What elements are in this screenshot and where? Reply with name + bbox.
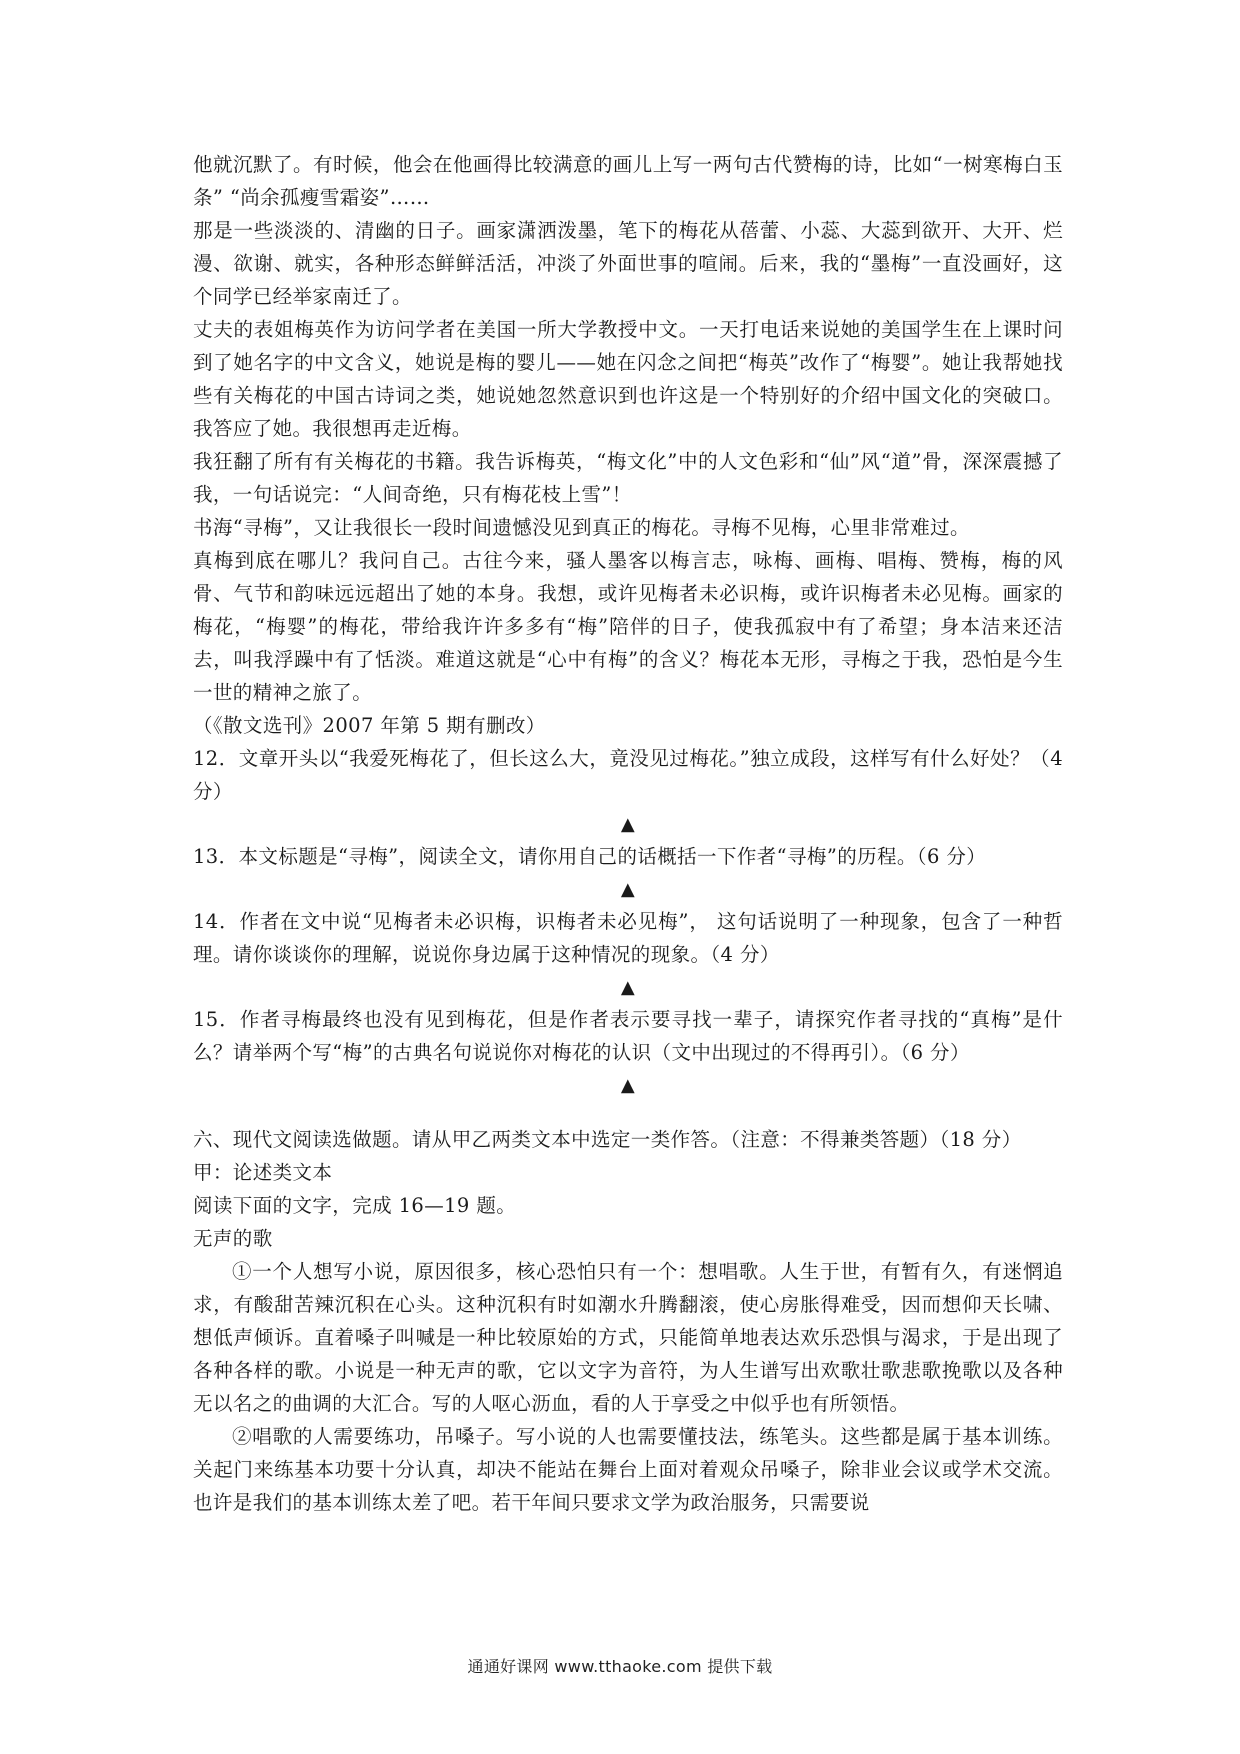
page-footer: 通通好课网 www.tthaoke.com 提供下载 xyxy=(467,1657,773,1676)
section-spacer xyxy=(193,1101,1063,1123)
article-paragraph-1: ①一个人想写小说，原因很多，核心恐怕只有一个：想唱歌。人生于世，有暂有久，有迷惘追求，有酸甜苦辣沉积在心头。这种沉积有时如潮水升腾翻滚，使心房胀得难受，因而想仰天长啸、想低声倾诉。直着嗓子叫喊是一种比较原始的方式，只能简单地表达欢乐恐惧与渴求，于是出现了各种各样的歌。小说是一种无声的歌，它以文字为音符，为人生谱写出欢歌壮歌悲歌挽歌以及各种无以名之的曲调的大汇合。写的人呕心沥血，看的人于享受之中似乎也有所领悟。 xyxy=(193,1260,1063,1415)
question-12: 12．文章开头以“我爱死梅花了，但长这么大，竟没见过梅花。”独立成段，这样写有什么好处？（4 分） xyxy=(193,747,1063,803)
article-title: 无声的歌 xyxy=(193,1227,273,1250)
answer-mark-icon: ▲ xyxy=(620,1075,636,1096)
passage-paragraph-5: 书海“寻梅”，又让我很长一段时间遗憾没见到真正的梅花。寻梅不见梅，心里非常难过。 xyxy=(193,516,970,539)
answer-mark-icon: ▲ xyxy=(620,977,636,998)
question-13: 13．本文标题是“寻梅”，阅读全文，请你用自己的话概括一下作者“寻梅”的历程。（6 分） xyxy=(193,845,987,868)
section-6-subheading: 甲：论述类文本 xyxy=(193,1161,333,1184)
passage-paragraph-2: 那是一些淡淡的、清幽的日子。画家潇洒泼墨，笔下的梅花从蓓蕾、小蕊、大蕊到欲开、大开、烂漫、欲谢、就实，各种形态鲜鲜活活，冲淡了外面世事的喧闹。后来，我的“墨梅”一直没画好，这个同学已经举家南迁了。 xyxy=(193,219,1063,308)
answer-mark-icon: ▲ xyxy=(620,814,636,835)
passage-paragraph-1: 他就沉默了。有时候，他会在他画得比较满意的画儿上写一两句古代赞梅的诗，比如“一树寒梅白玉条” “尚余孤瘦雪霜姿”…… xyxy=(193,153,1063,209)
section-6-instruction: 阅读下面的文字，完成 16—19 题。 xyxy=(193,1194,517,1217)
article-paragraph-2: ②唱歌的人需要练功，吊嗓子。写小说的人也需要懂技法，练笔头。这些都是属于基本训练。关起门来练基本功要十分认真，却决不能站在舞台上面对着观众吊嗓子，除非业会议或学术交流。也许是我们的基本训练太差了吧。若干年间只要求文学为政治服务，只需要说 xyxy=(193,1425,1063,1514)
passage-paragraph-4: 我狂翻了所有有关梅花的书籍。我告诉梅英，“梅文化”中的人文色彩和“仙”风“道”骨，深深震撼了我，一句话说完：“人间奇绝，只有梅花枝上雪”！ xyxy=(193,450,1063,506)
document-body xyxy=(193,148,1063,1519)
passage-source: （《散文选刊》2007 年第 5 期有删改） xyxy=(193,714,546,737)
section-6-heading: 六、现代文阅读选做题。请从甲乙两类文本中选定一类作答。（注意：不得兼类答题）（18 分） xyxy=(193,1128,1022,1151)
passage-paragraph-6: 真梅到底在哪儿？我问自己。古往今来，骚人墨客以梅言志，咏梅、画梅、唱梅、赞梅，梅的风骨、气节和韵味远远超出了她的本身。我想，或许见梅者未必识梅，或许识梅者未必见梅。画家的梅花，“梅婴”的梅花，带给我许许多多有“梅”陪伴的日子，使我孤寂中有了希望；身本洁来还洁去，叫我浮躁中有了恬淡。难道这就是“心中有梅”的含义？梅花本无形，寻梅之于我，恐怕是今生一世的精神之旅了。 xyxy=(193,549,1063,704)
passage-paragraph-3: 丈夫的表姐梅英作为访问学者在美国一所大学教授中文。一天打电话来说她的美国学生在上课时问到了她名字的中文含义，她说是梅的婴儿——她在闪念之间把“梅英”改作了“梅婴”。她让我帮她找些有关梅花的中国古诗词之类，她说她忽然意识到也许这是一个特别好的介绍中国文化的突破口。我答应了她。我很想再走近梅。 xyxy=(193,318,1063,440)
question-14: 14．作者在文中说“见梅者未必识梅，识梅者未必见梅”， 这句话说明了一种现象，包含了一种哲理。请你谈谈你的理解，说说你身边属于这种情况的现象。（4 分） xyxy=(193,910,1063,966)
question-15: 15．作者寻梅最终也没有见到梅花，但是作者表示要寻找一辈子，请探究作者寻找的“真梅”是什么？请举两个写“梅”的古典名句说说你对梅花的认识（文中出现过的不得再引）。（6 分） xyxy=(193,1008,1063,1064)
answer-mark-icon: ▲ xyxy=(620,879,636,900)
